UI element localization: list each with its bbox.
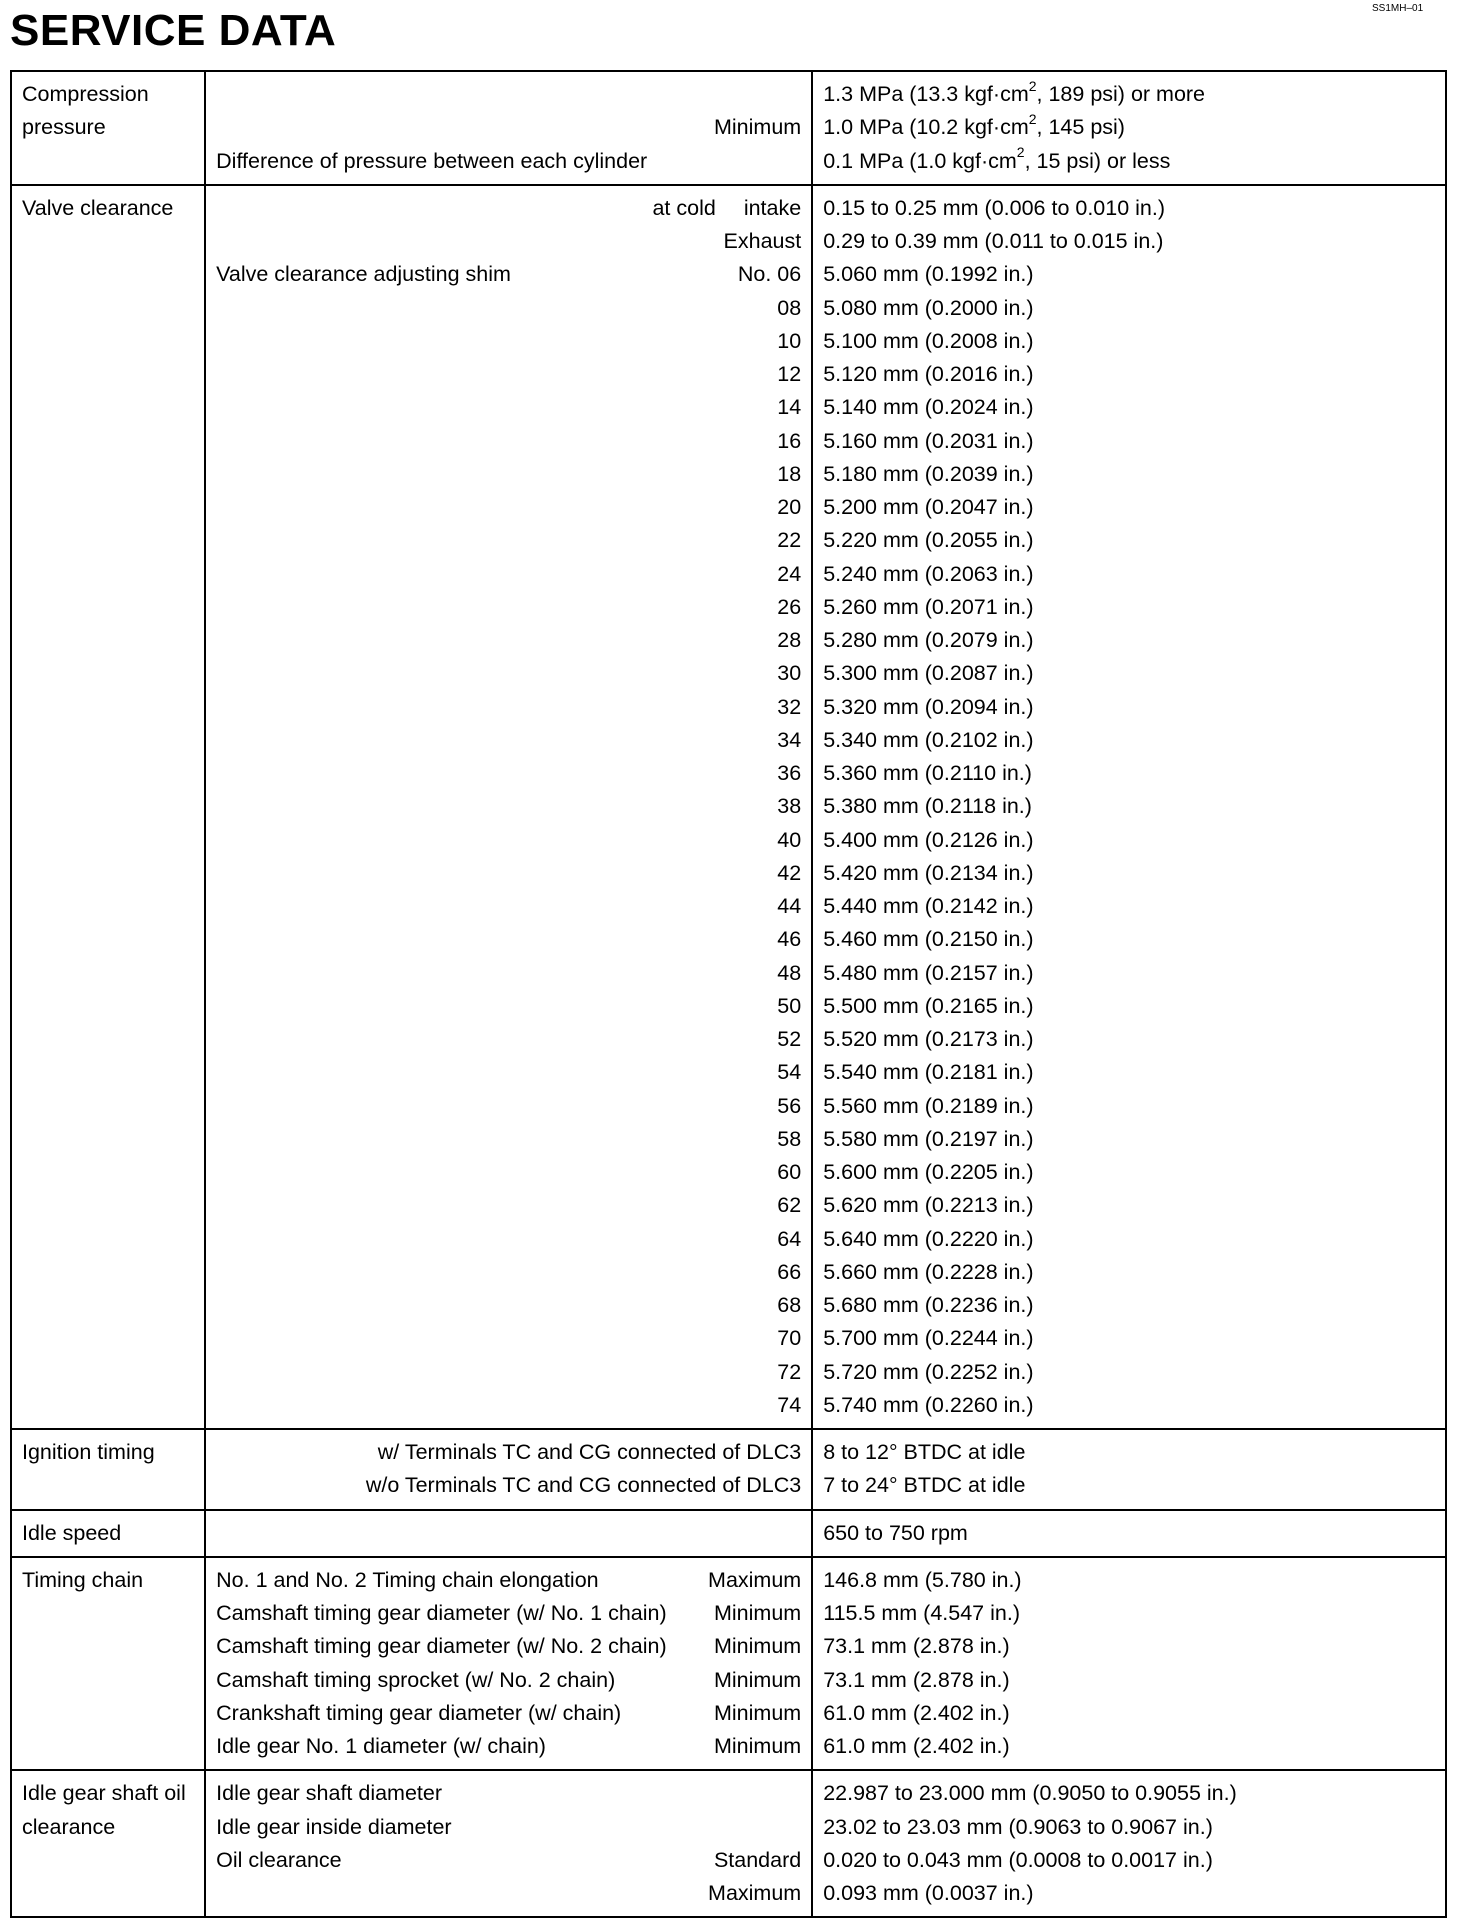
- condition-line: [216, 1223, 801, 1256]
- spec-value: 5.600 mm (0.2205 in.): [823, 1160, 1034, 1184]
- spec-value: 5.580 mm (0.2197 in.): [823, 1126, 1034, 1151]
- spec-value: 5.380 mm (0.2118 in.): [823, 794, 1032, 819]
- condition-qualifier: 14: [777, 395, 802, 420]
- condition-cell: [205, 71, 812, 185]
- spec-value: 61.0 mm (2.402 in.): [823, 1700, 1010, 1725]
- spec-value: 5.260 mm (0.2071 in.): [823, 594, 1034, 619]
- spec-value: [823, 111, 1435, 144]
- spec-value: 5.640 mm (0.2220 in.): [823, 1226, 1034, 1251]
- condition-qualifier: 26: [777, 594, 802, 619]
- condition-qualifier: 42: [777, 860, 802, 885]
- condition-line: [216, 1664, 801, 1697]
- spec-value-text: , 15 psi) or less: [1024, 148, 1171, 173]
- item-label: pressure: [22, 115, 106, 140]
- spec-value: 0.020 to 0.043 mm (0.0008 to 0.0017 in.): [823, 1847, 1213, 1872]
- spec-value: 5.160 mm (0.2031 in.): [823, 428, 1034, 453]
- spec-value: 5.460 mm (0.2150 in.): [823, 927, 1034, 952]
- condition-line: [216, 1123, 801, 1156]
- condition-label: w/o Terminals TC and CG connected of DLC3: [365, 1473, 802, 1498]
- spec-value: 5.200 mm (0.2047 in.): [823, 495, 1034, 519]
- table-row-idle-speed: [11, 1510, 1446, 1557]
- spec-value: 5.340 mm (0.2102 in.): [823, 727, 1034, 752]
- value-cell: [812, 71, 1446, 185]
- condition-line: [216, 1056, 801, 1089]
- condition-qualifier: 46: [777, 927, 802, 952]
- condition-label: Idle gear inside diameter: [216, 1814, 452, 1839]
- spec-value: 5.240 mm (0.2063 in.): [823, 561, 1034, 586]
- condition-qualifier: 40: [777, 827, 802, 852]
- spec-value: 5.180 mm (0.2039 in.): [823, 461, 1034, 486]
- condition-qualifier: No. 06: [737, 262, 802, 287]
- document-code: SS1MH–01: [1372, 3, 1424, 14]
- condition-label: Camshaft timing gear diameter (w/ No. 1 chain): [216, 1601, 667, 1625]
- item-label: Ignition timing: [22, 1440, 155, 1464]
- condition-line: [216, 1469, 801, 1502]
- condition-qualifier: Standard: [713, 1847, 802, 1872]
- condition-qualifier: 60: [777, 1160, 802, 1184]
- condition-line: [216, 757, 801, 790]
- spec-value-text: 0.1 MPa (1.0 kgf·cm: [823, 148, 1017, 173]
- condition-line: [216, 491, 801, 524]
- spec-value: 5.080 mm (0.2000 in.): [823, 295, 1034, 320]
- condition-cell: [205, 1557, 812, 1771]
- condition-qualifier: 16: [777, 428, 802, 453]
- spec-value: 146.8 mm (5.780 in.): [823, 1567, 1022, 1592]
- condition-line: [216, 1877, 801, 1910]
- spec-value: 8 to 12° BTDC at idle: [823, 1440, 1026, 1464]
- condition-line: [216, 790, 801, 823]
- condition-line: [216, 1356, 801, 1389]
- condition-line: [216, 1697, 801, 1730]
- condition-line: [216, 857, 801, 890]
- condition-qualifier: 12: [777, 362, 802, 386]
- spec-value: 115.5 mm (4.547 in.): [823, 1601, 1020, 1625]
- condition-line: [216, 1256, 801, 1289]
- condition-line: [216, 1156, 801, 1189]
- spec-value-text: 1.3 MPa (13.3 kgf·cm: [823, 82, 1029, 106]
- spec-value: 5.680 mm (0.2236 in.): [823, 1293, 1034, 1317]
- spec-value: 5.140 mm (0.2024 in.): [823, 395, 1034, 420]
- spec-value: 73.1 mm (2.878 in.): [823, 1667, 1010, 1692]
- condition-line: [216, 1630, 801, 1663]
- condition-line: [216, 724, 801, 757]
- spec-value: 0.093 mm (0.0037 in.): [823, 1881, 1034, 1905]
- spec-value: 5.560 mm (0.2189 in.): [823, 1093, 1034, 1118]
- condition-line: [216, 1777, 801, 1810]
- spec-value: 5.700 mm (0.2244 in.): [823, 1326, 1034, 1351]
- item-cell: [11, 1770, 205, 1917]
- value-cell: [812, 1770, 1446, 1917]
- condition-line: [216, 1189, 801, 1222]
- spec-value: 5.520 mm (0.2173 in.): [823, 1027, 1034, 1051]
- condition-qualifier: Minimum: [714, 1700, 802, 1725]
- condition-cell: [205, 1429, 812, 1510]
- condition-qualifier: 64: [777, 1226, 802, 1251]
- condition-qualifier: 66: [777, 1259, 802, 1284]
- condition-qualifier: Minimum: [714, 1601, 802, 1625]
- condition-line: [216, 923, 801, 956]
- condition-line: [216, 990, 801, 1023]
- table-row-timing-chain: [11, 1557, 1446, 1771]
- condition-qualifier: 36: [777, 761, 802, 785]
- spec-value: 5.360 mm (0.2110 in.): [823, 761, 1032, 785]
- condition-label: Idle gear No. 1 diameter (w/ chain): [216, 1734, 546, 1758]
- table-row-ignition-timing: [11, 1429, 1446, 1510]
- superscript: 2: [1028, 77, 1037, 94]
- condition-label: Idle gear shaft diameter: [216, 1781, 443, 1806]
- condition-line: [216, 1730, 801, 1763]
- item-label: Idle speed: [22, 1520, 122, 1545]
- spec-value: 5.420 mm (0.2134 in.): [823, 860, 1034, 885]
- condition-label: No. 1 and No. 2 Timing chain elongation: [216, 1567, 599, 1592]
- item-cell: [11, 1429, 205, 1510]
- condition-qualifier: 62: [777, 1193, 802, 1218]
- condition-label: Oil clearance: [216, 1847, 342, 1872]
- condition-line: [216, 192, 801, 225]
- condition-line: [216, 1023, 801, 1056]
- condition-line: [216, 691, 801, 724]
- spec-value: 650 to 750 rpm: [823, 1520, 968, 1545]
- condition-line: [216, 657, 801, 690]
- condition-line: [216, 225, 801, 258]
- superscript: 2: [1016, 144, 1025, 161]
- spec-value: [823, 145, 1435, 178]
- value-cell: [812, 1557, 1446, 1771]
- condition-line: [216, 145, 801, 178]
- condition-label: Crankshaft timing gear diameter (w/ chain): [216, 1700, 622, 1725]
- condition-qualifier: 34: [777, 727, 802, 752]
- item-label: Idle gear shaft oil: [22, 1781, 186, 1806]
- page-title: SERVICE DATA: [10, 6, 337, 55]
- condition-qualifier: Minimum: [714, 1734, 802, 1758]
- condition-line: [216, 1436, 801, 1469]
- condition-qualifier: Minimum: [714, 1634, 802, 1659]
- condition-line: [216, 78, 801, 111]
- condition-qualifier: 58: [777, 1126, 802, 1151]
- condition-qualifier: Minimum: [714, 115, 802, 140]
- condition-line: [216, 1289, 801, 1322]
- spec-value: 5.500 mm (0.2165 in.): [823, 993, 1034, 1018]
- spec-value: 5.320 mm (0.2094 in.): [823, 694, 1034, 719]
- spec-value: 5.120 mm (0.2016 in.): [823, 362, 1034, 386]
- condition-line: [216, 524, 801, 557]
- value-cell: [812, 1510, 1446, 1557]
- condition-cell: [205, 1510, 812, 1557]
- spec-value-text: , 145 psi): [1036, 115, 1125, 140]
- condition-qualifier: 50: [777, 993, 802, 1018]
- spec-value: 5.440 mm (0.2142 in.): [823, 894, 1034, 918]
- condition-line: [216, 1597, 801, 1630]
- spec-value-text: 1.0 MPa (10.2 kgf·cm: [823, 115, 1029, 140]
- condition-qualifier: 32: [777, 694, 802, 719]
- condition-line: [216, 624, 801, 657]
- condition-qualifier: 52: [777, 1027, 802, 1051]
- condition-qualifier: 48: [777, 960, 802, 985]
- condition-label: Camshaft timing sprocket (w/ No. 2 chain): [216, 1667, 616, 1692]
- condition-line: [216, 591, 801, 624]
- spec-value: 5.620 mm (0.2213 in.): [823, 1193, 1034, 1218]
- temperature-condition: at cold: [652, 195, 716, 220]
- condition-cell: [205, 1770, 812, 1917]
- spec-value-text: , 189 psi) or more: [1036, 82, 1206, 106]
- item-cell: [11, 71, 205, 185]
- condition-line: [216, 558, 801, 591]
- condition-qualifier: 22: [777, 528, 802, 553]
- spec-value: 61.0 mm (2.402 in.): [823, 1734, 1010, 1758]
- condition-qualifier: 54: [777, 1060, 802, 1085]
- spec-value: 22.987 to 23.000 mm (0.9050 to 0.9055 in.): [823, 1781, 1237, 1806]
- spec-value: 5.300 mm (0.2087 in.): [823, 661, 1034, 686]
- table-row-compression-pressure: [11, 71, 1446, 185]
- spec-value: 5.060 mm (0.1992 in.): [823, 262, 1034, 287]
- spec-value: 23.02 to 23.03 mm (0.9063 to 0.9067 in.): [823, 1814, 1213, 1839]
- condition-line: [216, 292, 801, 325]
- condition-line: [216, 957, 801, 990]
- condition-line: [216, 824, 801, 857]
- spec-value: 5.280 mm (0.2079 in.): [823, 628, 1034, 652]
- condition-label: Camshaft timing gear diameter (w/ No. 2 chain): [216, 1634, 667, 1659]
- item-label: Valve clearance: [22, 195, 174, 220]
- condition-qualifier: Exhaust: [723, 229, 802, 253]
- spec-value: 5.720 mm (0.2252 in.): [823, 1359, 1034, 1384]
- spec-value: 73.1 mm (2.878 in.): [823, 1634, 1010, 1659]
- condition-qualifier: Minimum: [714, 1667, 802, 1692]
- item-label: Compression: [22, 82, 149, 106]
- condition-qualifier: 72: [777, 1359, 802, 1384]
- condition-qualifier: Maximum: [708, 1567, 802, 1592]
- condition-qualifier: 08: [777, 295, 802, 320]
- spec-value: 0.29 to 0.39 mm (0.011 to 0.015 in.): [823, 229, 1164, 253]
- condition-label: Valve clearance adjusting shim: [216, 262, 511, 287]
- spec-value: 5.220 mm (0.2055 in.): [823, 528, 1034, 553]
- condition-qualifier: 30: [777, 661, 802, 686]
- spec-value: 5.400 mm (0.2126 in.): [823, 827, 1034, 852]
- condition-qualifier: 70: [777, 1326, 802, 1351]
- spec-value: 7 to 24° BTDC at idle: [823, 1473, 1026, 1498]
- condition-line: [216, 1322, 801, 1355]
- spec-value: 5.540 mm (0.2181 in.): [823, 1060, 1034, 1085]
- condition-qualifier: 44: [777, 894, 802, 918]
- item-label: clearance: [22, 1814, 116, 1839]
- condition-line: [216, 1564, 801, 1597]
- condition-line: [216, 890, 801, 923]
- spec-value: [823, 78, 1435, 111]
- condition-line: [216, 1844, 801, 1877]
- value-cell: [812, 185, 1446, 1429]
- spec-value: 5.740 mm (0.2260 in.): [823, 1392, 1034, 1417]
- item-cell: [11, 185, 205, 1429]
- condition-line: [216, 1811, 801, 1844]
- table-row-idle-gear-shaft-oil-clearance: [11, 1770, 1446, 1917]
- condition-line: [216, 325, 801, 358]
- table-row-valve-clearance: [11, 185, 1446, 1429]
- condition-line: [216, 111, 801, 144]
- condition-line: [216, 1389, 801, 1422]
- spec-value: 0.15 to 0.25 mm (0.006 to 0.010 in.): [823, 195, 1166, 220]
- value-cell: [812, 1429, 1446, 1510]
- condition-qualifier: intake: [743, 195, 802, 220]
- superscript: 2: [1028, 111, 1037, 128]
- condition-qualifier: 20: [777, 495, 802, 519]
- item-cell: [11, 1510, 205, 1557]
- item-label: Timing chain: [22, 1567, 144, 1592]
- condition-qualifier: 56: [777, 1093, 802, 1118]
- condition-qualifier: 24: [777, 561, 802, 586]
- condition-line: [216, 258, 801, 291]
- condition-qualifier: 38: [777, 794, 802, 819]
- spec-value: 5.660 mm (0.2228 in.): [823, 1259, 1034, 1284]
- condition-label: Difference of pressure between each cylinder: [216, 148, 648, 173]
- condition-qualifier: 28: [777, 628, 802, 652]
- condition-qualifier: 18: [777, 461, 802, 486]
- condition-qualifier: 74: [777, 1392, 802, 1417]
- condition-line: [216, 358, 801, 391]
- condition-qualifier: Maximum: [708, 1881, 802, 1905]
- service-data-table: [10, 70, 1447, 1918]
- condition-line: [216, 458, 801, 491]
- condition-line: [216, 391, 801, 424]
- condition-label: w/ Terminals TC and CG connected of DLC3: [377, 1440, 802, 1464]
- spec-value: 5.100 mm (0.2008 in.): [823, 328, 1034, 353]
- condition-qualifier: 10: [777, 328, 802, 353]
- condition-cell: [205, 185, 812, 1429]
- item-cell: [11, 1557, 205, 1771]
- spec-value: 5.480 mm (0.2157 in.): [823, 960, 1034, 985]
- condition-qualifier: 68: [777, 1293, 802, 1317]
- condition-line: [216, 425, 801, 458]
- condition-line: [216, 1090, 801, 1123]
